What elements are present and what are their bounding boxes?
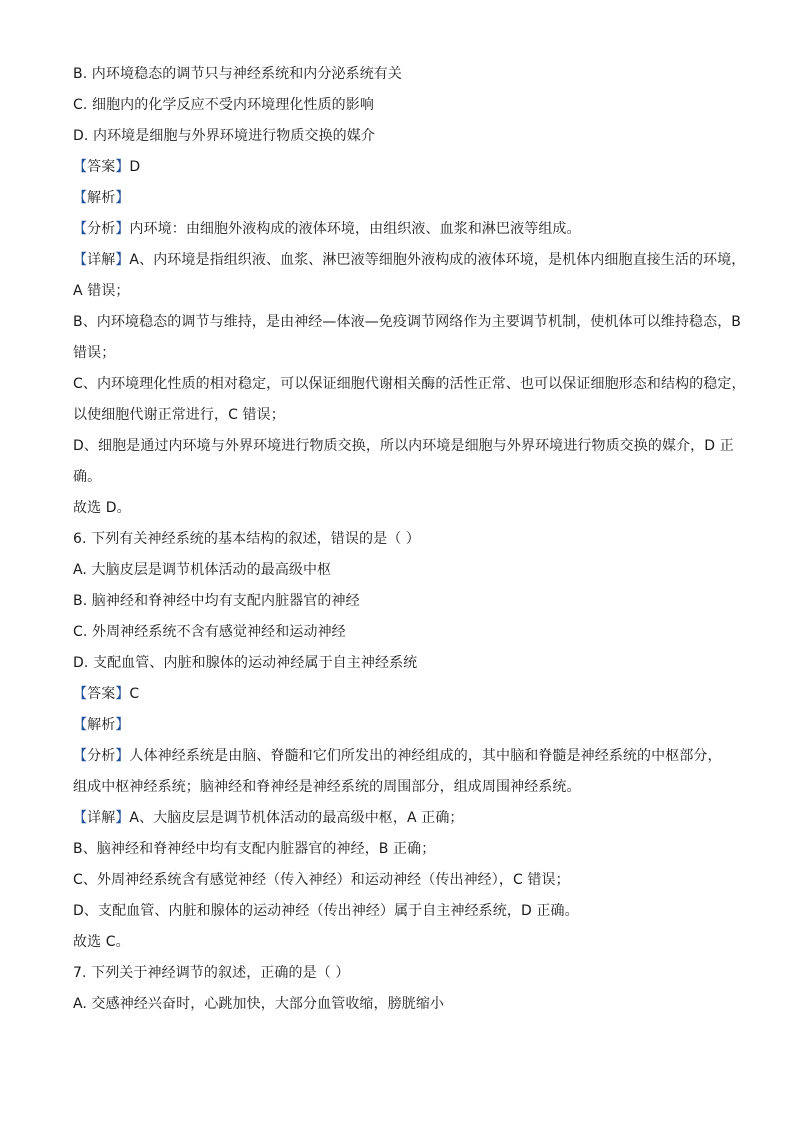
section-line <box>73 715 737 735</box>
line-text: D <box>129 159 141 175</box>
text-line <box>73 839 737 859</box>
close-bracket: 】 <box>115 190 130 206</box>
line-text: 6. 下列有关神经系统的基本结构的叙述，错误的是（ ） <box>73 531 420 547</box>
line-text: 错误； <box>73 345 116 361</box>
text-line <box>73 95 737 115</box>
text-line <box>73 622 737 642</box>
section-line <box>73 746 737 766</box>
line-text: C、内环境理化性质的相对稳定，可以保证细胞代谢相关酶的活性正常、也可以保证细胞形态和结构的稳定， <box>73 376 746 392</box>
close-bracket: 】 <box>115 221 130 237</box>
text-line <box>73 870 737 890</box>
line-text: A 错误； <box>73 283 130 299</box>
line-text: B、脑神经和脊神经中均有支配内脏器官的神经，B 正确； <box>73 841 436 857</box>
open-bracket: 【 <box>73 190 88 206</box>
close-bracket: 】 <box>115 748 130 764</box>
text-line <box>73 343 737 363</box>
close-bracket: 】 <box>115 159 130 175</box>
line-text: B、内环境稳态的调节与维持，是由神经—体液—免疫调节网络作为主要调节机制，使机体可以维持稳态，B <box>73 314 742 330</box>
line-text: D. 内环境是细胞与外界环境进行物质交换的媒介 <box>73 128 375 144</box>
line-text: A、大脑皮层是调节机体活动的最高级中枢，A 正确； <box>129 810 464 826</box>
text-line <box>73 467 737 487</box>
text-line <box>73 560 737 580</box>
line-text: A、内环境是指组织液、血浆、淋巴液等细胞外液构成的液体环境，是机体内细胞直接生活的环境， <box>129 252 746 268</box>
text-line <box>73 591 737 611</box>
section-tag: 答案 <box>87 159 116 175</box>
line-text: C. 外周神经系统不含有感觉神经和运动神经 <box>73 624 346 640</box>
line-text: 故选 C。 <box>73 934 130 950</box>
section-tag: 解析 <box>87 717 116 733</box>
line-text: C <box>129 686 140 702</box>
section-tag: 分析 <box>87 221 116 237</box>
line-text: C、外周神经系统含有感觉神经（传入神经）和运动神经（传出神经），C 错误； <box>73 872 570 888</box>
section-line <box>73 188 737 208</box>
close-bracket: 】 <box>115 810 130 826</box>
line-text: B. 脑神经和脊神经中均有支配内脏器官的神经 <box>73 593 360 609</box>
text-line <box>73 374 746 394</box>
text-line <box>73 963 737 983</box>
text-line <box>73 126 737 146</box>
line-text: D. 支配血管、内脏和腺体的运动神经属于自主神经系统 <box>73 655 418 671</box>
text-line <box>73 281 737 301</box>
text-line <box>73 901 737 921</box>
line-text: 7. 下列关于神经调节的叙述，正确的是（ ） <box>73 965 350 981</box>
text-line <box>73 777 737 797</box>
line-text: 以使细胞代谢正常进行，C 错误； <box>73 407 285 423</box>
open-bracket: 【 <box>73 159 88 175</box>
open-bracket: 【 <box>73 252 88 268</box>
open-bracket: 【 <box>73 748 88 764</box>
section-tag: 分析 <box>87 748 116 764</box>
close-bracket: 】 <box>115 252 130 268</box>
text-line <box>73 653 737 673</box>
section-line <box>73 684 737 704</box>
close-bracket: 】 <box>115 686 130 702</box>
section-tag: 详解 <box>87 252 116 268</box>
section-tag: 解析 <box>87 190 116 206</box>
line-text: 人体神经系统是由脑、脊髓和它们所发出的神经组成的，其中脑和脊髓是神经系统的中枢部分， <box>129 748 722 764</box>
line-text: 内环境：由细胞外液构成的液体环境，由组织液、血浆和淋巴液等组成。 <box>129 221 581 237</box>
text-line <box>73 405 737 425</box>
text-line <box>73 436 737 456</box>
text-line <box>73 994 737 1014</box>
line-text: C. 细胞内的化学反应不受内环境理化性质的影响 <box>73 97 374 113</box>
open-bracket: 【 <box>73 686 88 702</box>
text-line <box>73 529 737 549</box>
line-text: A. 交感神经兴奋时，心跳加快，大部分血管收缩，膀胱缩小 <box>73 996 445 1012</box>
line-text: 组成中枢神经系统；脑神经和脊神经是神经系统的周围部分，组成周围神经系统。 <box>73 779 581 795</box>
section-line <box>73 219 737 239</box>
text-line <box>73 64 737 84</box>
section-tag: 详解 <box>87 810 116 826</box>
line-text: D、支配血管、内脏和腺体的运动神经（传出神经）属于自主神经系统，D 正确。 <box>73 903 579 919</box>
text-line <box>73 932 737 952</box>
section-line <box>73 250 746 270</box>
section-line <box>73 157 737 177</box>
section-line <box>73 808 737 828</box>
text-line <box>73 498 737 518</box>
section-tag: 答案 <box>87 686 116 702</box>
line-text: A. 大脑皮层是调节机体活动的最高级中枢 <box>73 562 332 578</box>
line-text: 故选 D。 <box>73 500 131 516</box>
line-text: D、细胞是通过内环境与外界环境进行物质交换，所以内环境是细胞与外界环境进行物质交换的媒介，D 正 <box>73 438 734 454</box>
line-text: B. 内环境稳态的调节只与神经系统和内分泌系统有关 <box>73 66 403 82</box>
text-line <box>73 312 742 332</box>
line-text: 确。 <box>73 469 102 485</box>
close-bracket: 】 <box>115 717 130 733</box>
document-page <box>73 64 746 1025</box>
open-bracket: 【 <box>73 221 88 237</box>
open-bracket: 【 <box>73 717 88 733</box>
open-bracket: 【 <box>73 810 88 826</box>
